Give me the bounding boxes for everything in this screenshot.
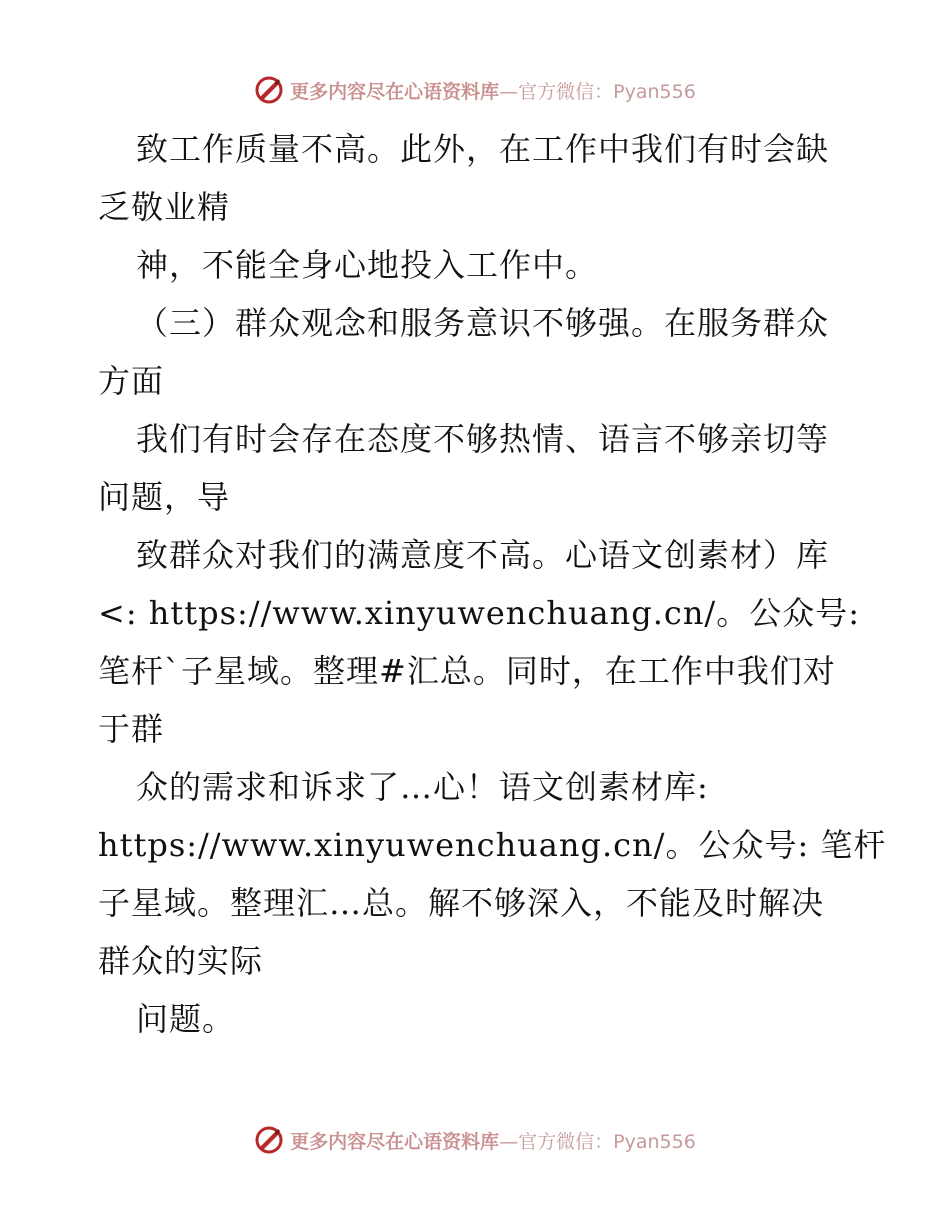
body-line: 问题。: [136, 1000, 236, 1038]
footer-brand: 更多内容尽在心语资料库: [290, 1130, 500, 1153]
pen-logo-icon: [254, 1125, 284, 1155]
document-body: [98, 120, 887, 1048]
footer-banner: [0, 1120, 950, 1160]
body-line: 方面: [98, 362, 165, 400]
body-line: 群众的实际: [98, 942, 264, 980]
header-separator: —: [499, 80, 519, 103]
body-line: 致工作质量不高。此外，在工作中我们有时会缺: [136, 130, 830, 168]
body-line: 致群众对我们的满意度不高。心语文创素材）库: [136, 536, 830, 574]
footer-banner-text: [290, 1127, 696, 1154]
footer-separator: —: [499, 1130, 519, 1153]
body-line: （三）群众观念和服务意识不够强。在服务群众: [136, 304, 830, 342]
body-line: https://www.xinyuwenchuang.cn/。公众号: 笔杆: [98, 826, 887, 864]
body-line: 乏敬业精: [98, 188, 231, 226]
body-line: 子星域。整理汇…总。解不够深入，不能及时解决: [98, 884, 825, 922]
header-banner-text: [290, 77, 696, 104]
body-line: 我们有时会存在态度不够热情、语言不够亲切等: [136, 420, 830, 458]
body-line: 笔杆`子星域。整理#汇总。同时，在工作中我们对: [98, 652, 836, 690]
footer-contact: 官方微信：Pyan556: [518, 1130, 696, 1153]
header-banner: [0, 70, 950, 110]
header-brand: 更多内容尽在心语资料库: [290, 80, 500, 103]
body-line: 神，不能全身心地投入工作中。: [136, 246, 599, 284]
body-line: <: https://www.xinyuwenchuang.cn/。公众号:: [98, 594, 860, 632]
pen-logo-icon: [254, 75, 284, 105]
header-contact: 官方微信：Pyan556: [518, 80, 696, 103]
body-line: 众的需求和诉求了…心！语文创素材库:: [136, 768, 709, 806]
body-line: 于群: [98, 710, 165, 748]
body-line: 问题，导: [98, 478, 231, 516]
